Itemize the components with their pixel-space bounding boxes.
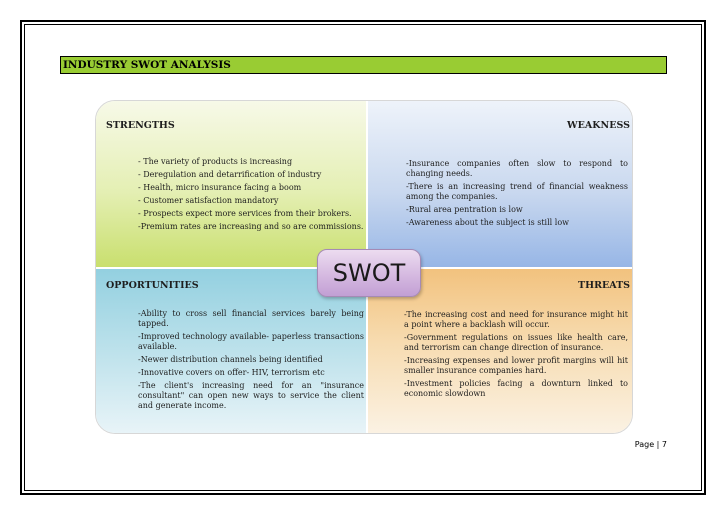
list-item: -The client's increasing need for an "insurance consultant" can open new ways to service the client and generate income. [138,381,364,410]
list-item: -Increasing expenses and lower profit margins will hit smaller insurance companies hard. [404,356,628,375]
swot-center-label: SWOT [317,249,421,297]
list-item: - The variety of products is increasing [138,157,293,166]
list-item: - Health, micro insurance facing a boom [138,183,302,192]
list-item: -Government regulations on issues like health care, and terrorism can change direction of insurance. [404,333,628,352]
weakness-quadrant [368,101,633,267]
list-item: -There is an increasing trend of financial weakness among the companies. [406,182,628,201]
threats-heading: THREATS [578,280,630,291]
list-item: -Awareness about the subject is still low [406,218,569,227]
list-item: - Prospects expect more services from their brokers. [138,209,352,218]
list-item: - Deregulation and detarrification of industry [138,170,322,179]
list-item: -The increasing cost and need for insurance might hit a point where a backlash will occur. [404,310,628,329]
opportunities-heading: OPPORTUNITIES [106,280,199,291]
list-item: -Newer distribution channels being identified [138,355,323,364]
list-item: -Improved technology available- paperless transactions available. [138,332,364,351]
weakness-heading: WEAKNESS [567,120,630,131]
opportunities-list [138,309,364,414]
list-item: -Insurance companies often slow to respond to changing needs. [406,159,628,178]
list-item: -Ability to cross sell financial services barely being tapped. [138,309,364,328]
page-number: Page | 7 [634,440,667,449]
list-item: -Premium rates are increasing and so are commissions. [138,222,364,231]
list-item: -Investment policies facing a downturn linked to economic slowdown [404,379,628,398]
threats-list [404,310,628,402]
strengths-quadrant [96,101,366,267]
section-title: INDUSTRY SWOT ANALYSIS [60,56,667,74]
list-item: - Customer satisfaction mandatory [138,196,279,205]
strengths-heading: STRENGTHS [106,120,175,131]
strengths-list [138,157,364,235]
weakness-list [406,159,628,231]
list-item: -Innovative covers on offer- HIV, terrorism etc [138,368,325,377]
list-item: -Rural area pentration is low [406,205,523,214]
